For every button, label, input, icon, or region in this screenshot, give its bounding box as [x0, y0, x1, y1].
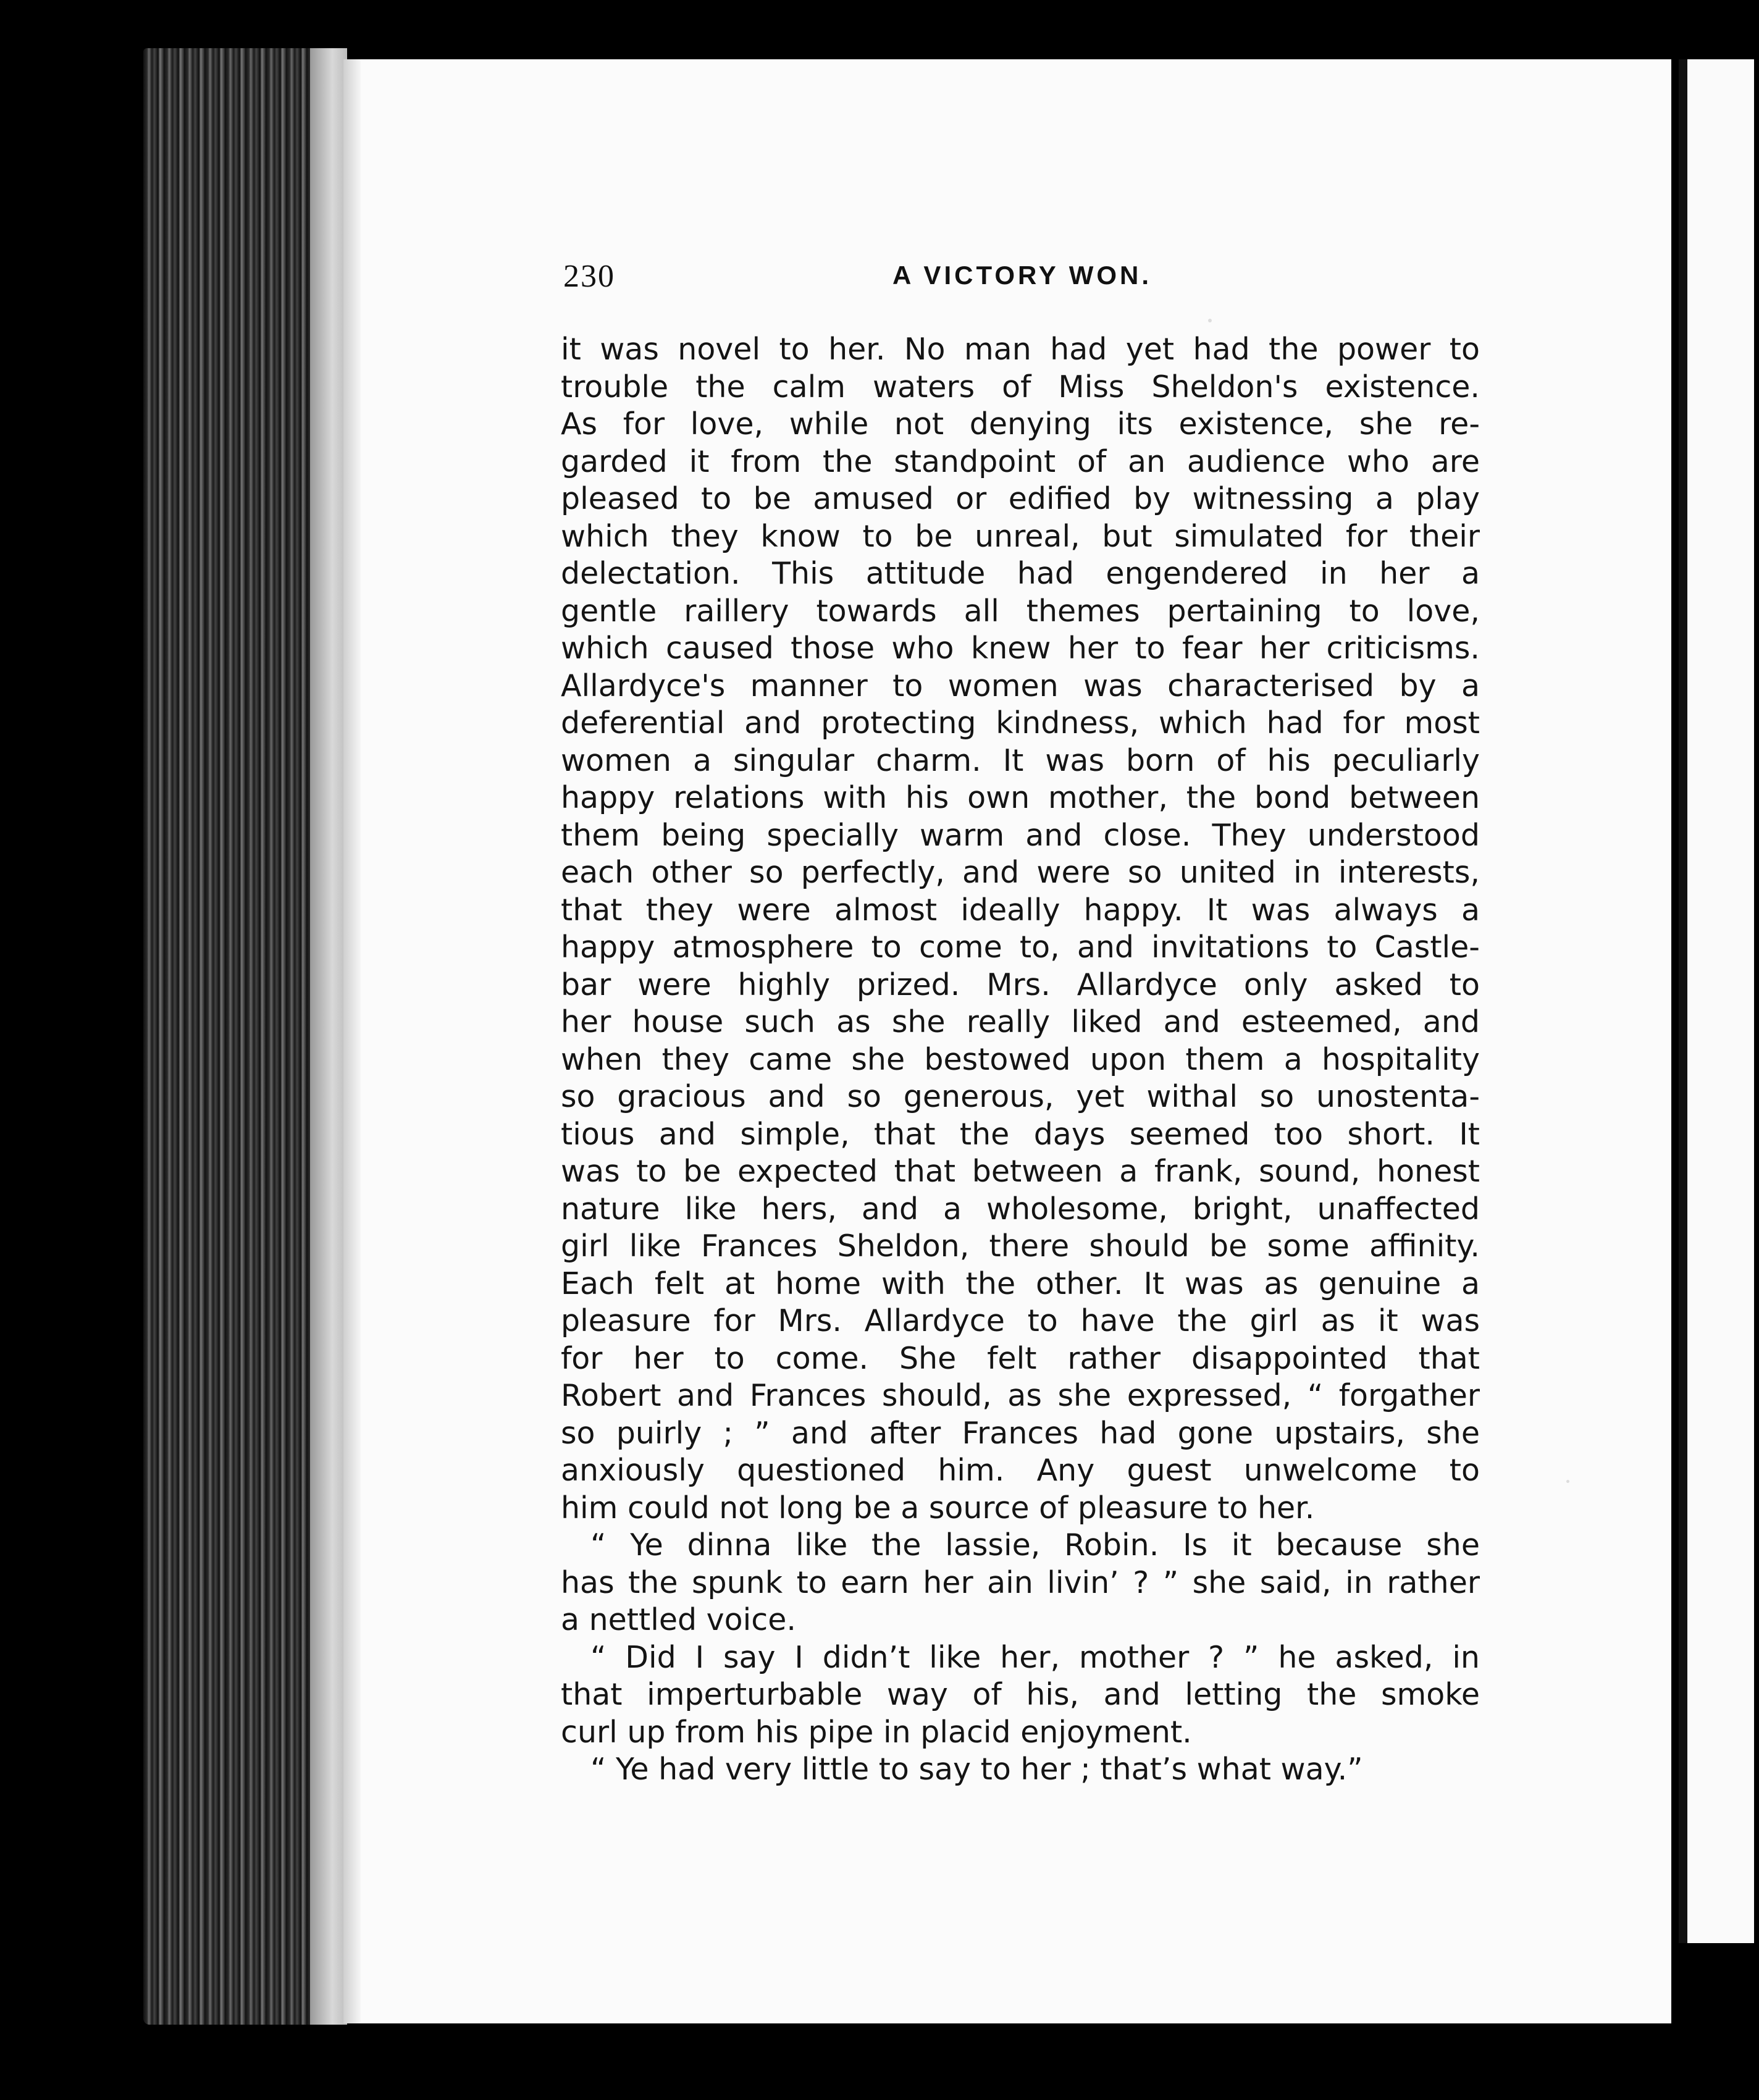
text-line: happy atmosphere to come to, and invitations to Castle- — [561, 930, 1480, 965]
text-line: a nettled voice. — [561, 1602, 796, 1637]
book-page-edges — [143, 48, 347, 2025]
text-line: “ Ye dinna like the lassie, Robin. Is it because she — [590, 1527, 1480, 1563]
text-line: delectation. This attitude had engendered in her a — [561, 556, 1480, 591]
text-line: gentle raillery towards all themes pertaining to love, — [561, 593, 1480, 629]
text-line: Allardyce's manner to women was characterised by a — [561, 668, 1480, 704]
text-line: happy relations with his own mother, the bond between — [561, 780, 1480, 815]
text-line: which they know to be unreal, but simulated for their — [561, 518, 1480, 554]
running-title: A VICTORY WON. — [892, 261, 1152, 290]
text-line: for her to come. She felt rather disappointed that — [561, 1340, 1480, 1376]
paper-speck — [1566, 1480, 1569, 1483]
text-line: pleased to be amused or edified by witnessing a play — [561, 481, 1480, 516]
text-line: “ Ye had very little to say to her ; that’s what way.” — [590, 1752, 1363, 1787]
text-line: was to be expected that between a frank, sound, honest — [561, 1154, 1480, 1189]
text-line: so gracious and so generous, yet withal so unostenta- — [561, 1079, 1480, 1114]
text-line: each other so perfectly, and were so united in interests, — [561, 855, 1480, 890]
text-line: trouble the calm waters of Miss Sheldon's existence. — [561, 369, 1480, 405]
text-line: them being specially warm and close. They understood — [561, 817, 1480, 853]
text-line: so puirly ; ” and after Frances had gone upstairs, she — [561, 1415, 1480, 1451]
text-line: deferential and protecting kindness, which had for most — [561, 705, 1480, 741]
text-line: anxiously questioned him. Any guest unwelcome to — [561, 1453, 1480, 1488]
page-number: 230 — [563, 259, 615, 294]
text-line: when they came she bestowed upon them a hospitality — [561, 1041, 1480, 1077]
text-line: him could not long be a source of pleasure to her. — [561, 1490, 1315, 1526]
text-line: “ Did I say I didn’t like her, mother ? ” he asked, in — [590, 1639, 1480, 1675]
facing-page-edge — [1679, 59, 1754, 1943]
text-line: has the spunk to earn her ain livin’ ? ” she said, in rather — [561, 1564, 1480, 1600]
text-line: pleasure for Mrs. Allardyce to have the girl as it was — [561, 1303, 1480, 1338]
text-line: that imperturbable way of his, and letting the smoke — [561, 1677, 1480, 1712]
text-line: girl like Frances Sheldon, there should be some affinity. — [561, 1228, 1480, 1264]
text-line: garded it from the standpoint of an audience who are — [561, 443, 1480, 479]
text-line: Robert and Frances should, as she expressed, “ forgather — [561, 1378, 1480, 1413]
body-text — [561, 331, 1480, 1789]
text-line: bar were highly prized. Mrs. Allardyce only asked to — [561, 967, 1480, 1002]
text-line: Each felt at home with the other. It was as genuine a — [561, 1266, 1480, 1301]
page-header — [563, 258, 1481, 308]
text-line: As for love, while not denying its existence, she re- — [561, 406, 1480, 442]
text-line: which caused those who knew her to fear her criticisms. — [561, 631, 1480, 666]
text-line: that they were almost ideally happy. It was always a — [561, 892, 1480, 928]
text-line: her house such as she really liked and esteemed, and — [561, 1004, 1480, 1040]
text-line: curl up from his pipe in placid enjoyment. — [561, 1714, 1192, 1750]
text-line: it was novel to her. No man had yet had the power to — [561, 332, 1480, 367]
paper-speck — [1208, 319, 1212, 322]
text-line: women a singular charm. It was born of his peculiarly — [561, 742, 1480, 778]
text-line: tious and simple, that the days seemed too short. It — [561, 1116, 1480, 1152]
text-line: nature like hers, and a wholesome, bright, unaffected — [561, 1191, 1480, 1227]
